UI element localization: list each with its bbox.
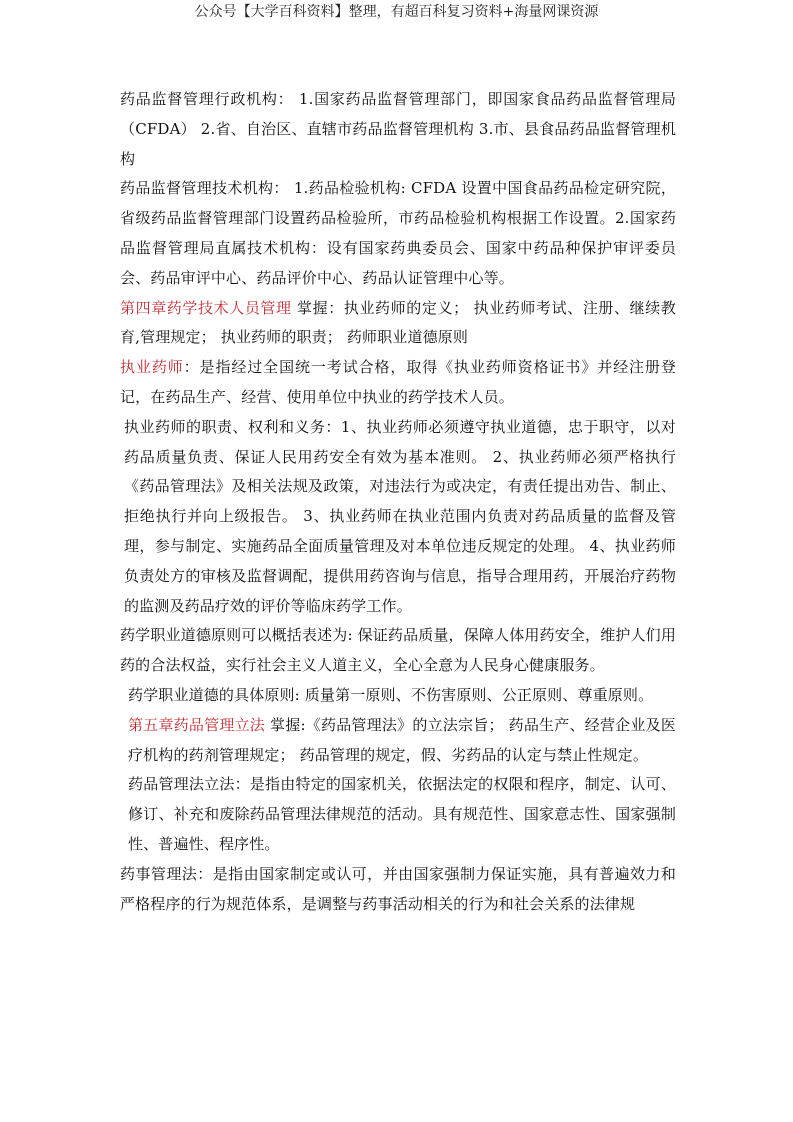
paragraph-legislation: 药品管理法立法：是指由特定的国家机关，依据法定的权限和程序，制定、认可、修订、补充和废除药品管理法律规范的活动。具有规范性、国家意志性、国家强制性、普遍性、程序性。 (128, 775, 676, 853)
paragraph-chapter-5 (120, 711, 676, 771)
paragraph-ethics-principles: 药学职业道德原则可以概括表述为: 保证药品质量，保障人体用药安全，维护人们用药的合法权益，实行社会主义人道主义，全心全意为人民身心健康服务。 (120, 626, 676, 675)
paragraph-licensed-pharmacist (120, 353, 676, 413)
paragraph-chapter-4 (120, 294, 676, 354)
paragraph-duties-rights: 执业药师的职责、权利和义务：1、执业药师必须遵守执业道德，忠于职守，以对药品质量负责、保证人民用药安全有效为基本准则。 2、执业药师必须严格执行《药品管理法》及相关法规及政策，对违法行为或决定，有责任提出劝告、制止、拒绝执行并向上级报告。 3、执业药师在执业范围内负责对药品质量的监督及管理，参与制定、实施药品全面质量管理及对本单位违反规定的处理。 4、执业药师负责处方的审核及监督调配，提供用药咨询与信息，指导合理用药，开展治疗药物的监测及药品疗效的评价等临床药学工作。 (124, 417, 676, 615)
chapter-4-body: 掌握：执业药师的定义； 执业药师考试、注册、继续教育,管理规定； 执业药师的职责； 药师职业道德原则 (120, 298, 676, 347)
chapter-5-body: 掌握:《药品管理法》的立法宗旨； 药品生产、经营企业及医疗机构的药剂管理规定； 药品管理的规定，假、劣药品的认定与禁止性规定。 (128, 715, 676, 764)
paragraph-tech-agencies: 药品监督管理技术机构： 1.药品检验机构: CFDA 设置中国食品药品检定研究院，省级药品监督管理部门设置药品检验所，市药品检验机构根据工作设置。2.国家药品监督管理局直属技术机构：设有国家药典委员会、国家中药品种保护审评委员会、药品审评中心、药品评价中心、药品认证管理中心等。 (120, 179, 676, 287)
licensed-pharmacist-definition: ：是指经过全国统一考试合格，取得《执业药师资格证书》并经注册登记，在药品生产、经营、使用单位中执业的药学技术人员。 (120, 358, 677, 406)
paragraph-admin-agencies: 药品监督管理行政机构： 1.国家药品监督管理部门，即国家食品药品监督管理局（CFDA） 2.省、自治区、直辖市药品监督管理机构 3.市、县食品药品监督管理机构 (120, 90, 676, 168)
chapter-4-heading: 第四章药学技术人员管理 (120, 298, 292, 317)
paragraph-pharmacy-law: 药事管理法：是指由国家制定或认可，并由国家强制力保证实施，具有普遍效力和严格程序的行为规范体系，是调整与药事活动相关的行为和社会关系的法律规 (120, 864, 676, 913)
document-body (120, 85, 676, 919)
page-header: 公众号【大学百科资料】整理，有超百科复习资料+海量网课资源 (194, 4, 599, 20)
chapter-5-heading: 第五章药品管理立法 (128, 715, 266, 734)
paragraph-ethics-specific: 药学职业道德的具体原则: 质量第一原则、不伤害原则、公正原则、尊重原则。 (128, 685, 654, 704)
licensed-pharmacist-term: 执业药师 (120, 358, 184, 377)
